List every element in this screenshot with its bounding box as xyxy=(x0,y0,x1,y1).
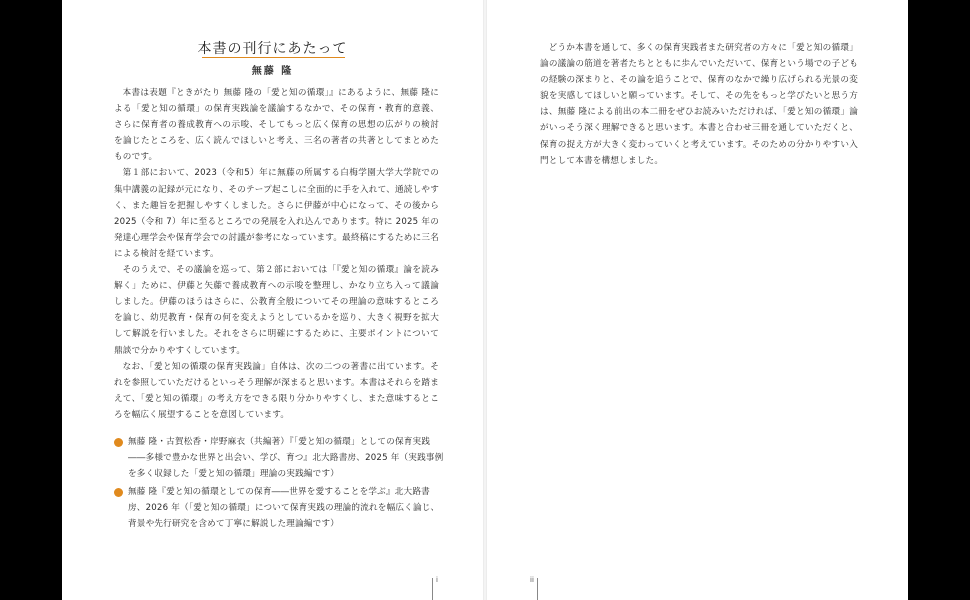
bullet-icon xyxy=(114,488,123,497)
reference-text: 無藤 隆・古賀松香・岸野麻衣（共編著）『「愛と知の循環」としての保育実践――多様で豊かな世界と出会い、学び、育つ』北大路書房、2025 年（実践事例を多く収録した「愛と知の循環」理論の実践編です） xyxy=(128,437,444,480)
reference-item xyxy=(114,434,444,482)
title-underline xyxy=(202,57,345,58)
footer-rule xyxy=(537,578,538,600)
paragraph: 第１部において、2023（令和5）年に無藤の所属する白梅学園大学大学院での集中講義の記録が元になり、そのテープ起こしに全面的に手を入れて、通読しやすく、また趣旨を把握しやすくしました。さらに伊藤が中心になって、その後から 2025（令和 7）年に至るところでの発展を入れ込んであります。特に 2025 年の発達心理学会や保育学会での討議が参考になっています。最終稿にするために三名による検討を経ています。 xyxy=(114,168,439,259)
page-number: i xyxy=(436,576,438,584)
paragraph: どうか本書を通して、多くの保育実践者また研究者の方々に「愛と知の循環」論の議論の筋道を著者たちとともに歩んでいただいて、保育という場での子どもの経験の深まりと、その論を追うことで、保育のなかで繰り広げられる光景の変貌を実感してほしいと願っています。そして、その先をもっと学びたいと思う方は、無藤 隆による前出の本二冊をぜひお読みいただければ、「愛と知の循環」論がいっそう深く理解できると思います。本書と合わせ三冊を通していただくと、保育の捉え方が大きく変わっていくと考えています。そのための分かりやすい入門として本書を構想しました。 xyxy=(540,43,858,166)
body-text xyxy=(540,40,858,169)
page-number: ii xyxy=(530,576,534,584)
reference-text: 無藤 隆『愛と知の循環としての保育――世界を愛することを学ぶ』北大路書房、2026 年（「愛と知の循環」について保育実践の理論的流れを幅広く論じ、背景や先行研究を含めて丁寧に解説した理論編です） xyxy=(128,487,440,530)
book-spread xyxy=(62,0,908,600)
paragraph: なお、「愛と知の循環の保育実践論」自体は、次の二つの著書に出ています。それを参照していただけるといっそう理解が深まると思います。本書はそれらを踏まえて、「愛と知の循環」の考え方をできる限り分かりやすくし、また意味するところを幅広く展望することを意図しています。 xyxy=(114,361,439,420)
reference-list xyxy=(114,434,444,535)
paragraph: 本書は表題『ときがたり 無藤 隆の「愛と知の循環」』にあるように、無藤 隆による「愛と知の循環」の保育実践論を議論するなかで、その保育・教育的意義、さらに保育者の養成教育への示唆、そしてもっと広く保育の思想の広がりの検討を論じたところを、広く読んでほしいと考え、三名の著者の共著としてまとめたものです。 xyxy=(114,88,439,163)
paragraph: そのうえで、その議論を巡って、第２部においては「『愛と知の循環』論を読み解く」ために、伊藤と矢藤で養成教育への示唆を整理し、かなり立ち入って議論しました。伊藤のほうはさらに、公教育全般についてその理論の意味するところを論じ、幼児教育・保育の何を変えようとしているかを巡り、大きく視野を拡大して解説を行いました。それをさらに明確にするために、主要ポイントについて鼎談で分かりやすくしています。 xyxy=(114,265,439,356)
footer-rule xyxy=(432,578,433,600)
author-name: 無藤 隆 xyxy=(251,66,294,77)
left-page xyxy=(62,0,483,600)
reference-item xyxy=(114,484,444,532)
right-page xyxy=(487,0,908,600)
bullet-icon xyxy=(114,438,123,447)
body-text xyxy=(114,85,439,423)
page-title: 本書の刊行にあたって xyxy=(197,41,348,57)
